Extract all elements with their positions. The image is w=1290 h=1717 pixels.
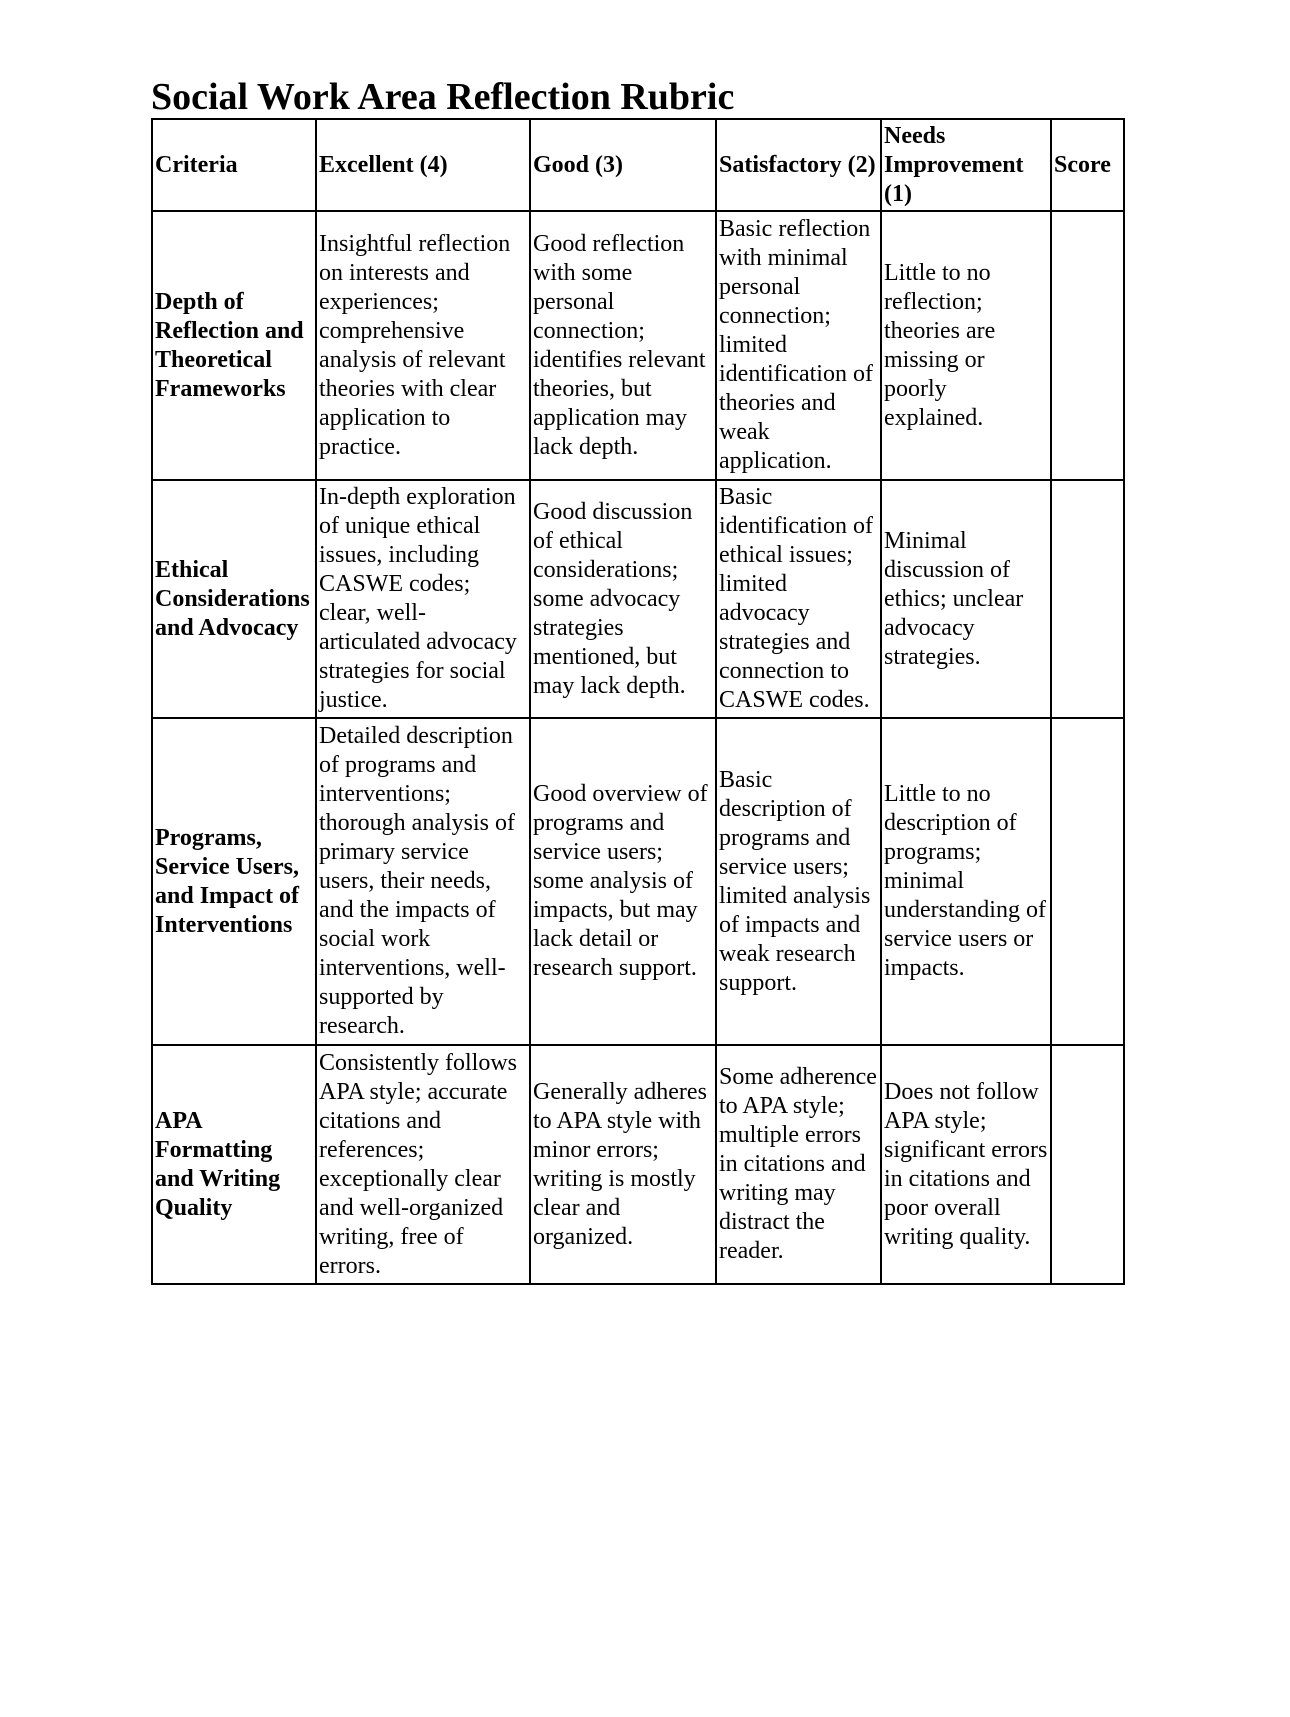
good-cell: Good overview of programs and service users; some analysis of impacts, but may lack detail or research support. <box>530 718 716 1045</box>
page-title: Social Work Area Reflection Rubric <box>151 76 735 118</box>
header-excellent: Excellent (4) <box>316 119 530 211</box>
needs-improvement-cell: Little to no description of programs; minimal understanding of service users or impacts. <box>881 718 1051 1045</box>
score-cell <box>1051 1045 1124 1284</box>
good-cell: Generally adheres to APA style with minor errors; writing is mostly clear and organized. <box>530 1045 716 1284</box>
header-criteria: Criteria <box>152 119 316 211</box>
good-cell: Good reflection with some personal connection; identifies relevant theories, but application may lack depth. <box>530 211 716 480</box>
criteria-cell: APA Formatting and Writing Quality <box>152 1045 316 1284</box>
score-cell <box>1051 211 1124 480</box>
header-row <box>152 119 1124 211</box>
needs-improvement-cell: Does not follow APA style; significant errors in citations and poor overall writing quality. <box>881 1045 1051 1284</box>
score-cell <box>1051 718 1124 1045</box>
satisfactory-cell: Basic reflection with minimal personal connection; limited identification of theories and weak application. <box>716 211 881 480</box>
excellent-cell: Detailed description of programs and interventions; thorough analysis of primary service users, their needs, and the impacts of social work interventions, well-supported by research. <box>316 718 530 1045</box>
score-cell <box>1051 480 1124 718</box>
criteria-cell: Programs, Service Users, and Impact of Interventions <box>152 718 316 1045</box>
criteria-cell: Ethical Considerations and Advocacy <box>152 480 316 718</box>
needs-improvement-cell: Minimal discussion of ethics; unclear advocacy strategies. <box>881 480 1051 718</box>
satisfactory-cell: Basic identification of ethical issues; limited advocacy strategies and connection to CASWE codes. <box>716 480 881 718</box>
satisfactory-cell: Basic description of programs and service users; limited analysis of impacts and weak research support. <box>716 718 881 1045</box>
table-row <box>152 1045 1124 1284</box>
good-cell: Good discussion of ethical considerations; some advocacy strategies mentioned, but may lack depth. <box>530 480 716 718</box>
table-row <box>152 718 1124 1045</box>
header-satisfactory: Satisfactory (2) <box>716 119 881 211</box>
needs-improvement-cell: Little to no reflection; theories are missing or poorly explained. <box>881 211 1051 480</box>
header-good: Good (3) <box>530 119 716 211</box>
satisfactory-cell: Some adherence to APA style; multiple errors in citations and writing may distract the reader. <box>716 1045 881 1284</box>
excellent-cell: In-depth exploration of unique ethical issues, including CASWE codes; clear, well-articulated advocacy strategies for social justice. <box>316 480 530 718</box>
excellent-cell: Insightful reflection on interests and experiences; comprehensive analysis of relevant theories with clear application to practice. <box>316 211 530 480</box>
excellent-cell: Consistently follows APA style; accurate citations and references; exceptionally clear and well-organized writing, free of errors. <box>316 1045 530 1284</box>
header-needs-improvement: Needs Improvement (1) <box>881 119 1051 211</box>
table-row <box>152 480 1124 718</box>
table-row <box>152 211 1124 480</box>
criteria-cell: Depth of Reflection and Theoretical Frameworks <box>152 211 316 480</box>
header-score: Score <box>1051 119 1124 211</box>
rubric-table <box>151 118 1125 1285</box>
